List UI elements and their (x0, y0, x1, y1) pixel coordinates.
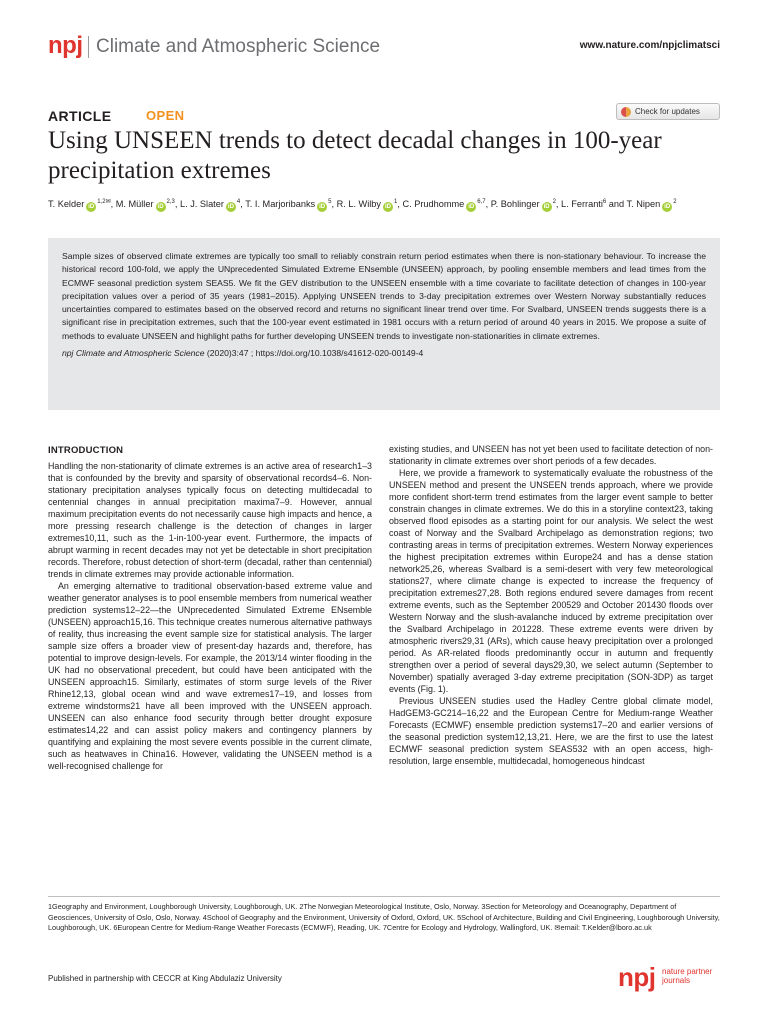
author-list (48, 197, 720, 212)
footer-partner-text (662, 967, 722, 985)
published-partnership-note: Published in partnership with CECCR at King Abdulaziz University (48, 974, 282, 983)
open-access-label: OPEN (146, 108, 185, 123)
abstract-text: Sample sizes of observed climate extremes are typically too small to reliably constrain return period estimates when there is non-stationary behaviour. To increase the historical record 100-fold, we apply the UNprecedented Simulated Extreme ENsemble (UNSEEN) approach, by pooling ensemble members and lead times from the ECMWF seasonal prediction system SEAS5. We fit the GEV distribution to the UNSEEN ensemble with a time covariate to facilitate detection of changes in 100-year precipitation values over a period of 35 years (1981–2015). Applying UNSEEN trends to 3-day precipitation extremes over Western Norway substantially reduces uncertainties compared to estimates based on the observed record and returns no significant linear trend over time. For Svalbard, UNSEEN trends suggests there is a significant rise in precipitation extremes, such that the 100-year event estimated in 1981 occurs with a return period of around 40 years in 2015. We propose a suite of methods to evaluate UNSEEN and highlight paths for further developing UNSEEN trends to investigate non-stationarities in climate extremes. (62, 251, 706, 341)
affiliation-ref: 2,3 (166, 198, 175, 205)
citation-journal: npj Climate and Atmospheric Science (62, 348, 205, 359)
affiliation-ref: 6,7 (477, 198, 486, 205)
affiliation-ref: 5 (328, 198, 332, 205)
body-column-right (389, 443, 713, 767)
orcid-icon[interactable]: iD (385, 204, 392, 210)
check-for-updates-label: Check for updates (635, 107, 700, 116)
body-paragraph: An emerging alternative to traditional observation-based extreme value and weather generator analyses is to pool ensemble members from numerical weather prediction systems12–22—the UNprecedented Simulated Extreme ENsemble (UNSEEN) approach15,16. This technique creates numerous alternative pathways of reality, thus increasing the event sample size for statistical analysis. The larger sample size offers a broader view of present-day hazards and, therefore, has potential to improve design-levels. For example, the 2013/14 winter flooding in the UK had no observational precedent, but could have been anticipated with the UNSEEN approach15. Similarly, estimates of storm surge levels of the River Rhine12,13, global ocean wind and wave extremes17–19, and losses from extreme windstorms21 have all been improved with the UNSEEN approach. UNSEEN can also enhance food security through better drought exposure estimates14,22 and can assist policy makers and contingency planners by quantifying and explaining the most severe events possible in the current climate, such as heatwaves in China16. However, validating the UNSEEN method is a well-recognised challenge for (48, 581, 372, 771)
footer-npj-logo: npj (618, 962, 656, 992)
citation-line (62, 347, 706, 360)
footer-partner-line: nature partner (662, 967, 713, 976)
footer-partner-line: journals (662, 976, 691, 985)
orcid-icon[interactable]: iD (157, 204, 164, 210)
section-heading-introduction: INTRODUCTION (48, 445, 124, 456)
author-name[interactable]: , R. L. Wilby (331, 199, 382, 209)
footnote-divider (48, 896, 720, 897)
author-name[interactable]: , P. Bohlinger (485, 199, 540, 209)
header-divider (88, 36, 89, 58)
orcid-icon[interactable]: iD (468, 204, 475, 210)
orcid-icon[interactable]: iD (664, 204, 671, 210)
journal-url-link[interactable]: www.nature.com/npjclimatsci (579, 40, 720, 51)
author-name[interactable]: T. Kelder (48, 199, 85, 209)
orcid-icon[interactable]: iD (88, 204, 95, 210)
affiliation-ref: 2 (673, 198, 677, 205)
affiliation-ref: 1 (394, 198, 398, 205)
author-name[interactable]: , L. Ferranti (555, 199, 603, 209)
affiliation-ref: 4 (236, 198, 241, 205)
author-name[interactable]: and T. Nipen (606, 199, 661, 209)
orcid-icon[interactable]: iD (543, 204, 550, 210)
citation-doi-link[interactable]: (2020)3:47 ; https://doi.org/10.1038/s41612-020-00149-4 (204, 348, 424, 359)
check-for-updates-button[interactable] (616, 103, 720, 120)
body-paragraph: existing studies, and UNSEEN has not yet been used to facilitate detection of non-stationarity in climate extremes over short periods of a few decades. (389, 444, 713, 466)
npj-logo[interactable]: npj (48, 32, 83, 59)
journal-header (48, 32, 720, 62)
author-name[interactable]: , C. Prudhomme (397, 199, 465, 209)
journal-name[interactable]: Climate and Atmospheric Science (96, 36, 381, 57)
body-paragraph: Here, we provide a framework to systematically evaluate the robustness of the UNSEEN method and present the UNSEEN trends approach, where we provide more confident short-term trend estimates from the larger event sample to better constrain changes in climate extremes. We do this in a storyline context23, taking observed flood episodes as a starting point for our analysis. We select the west coast of Norway and the Svalbard Archipelago as demonstration regions; two contrasting areas in terms of precipitation extremes. Western Norway experiences the highest precipitation extremes within Europe24 and has a dense station network25,26, whereas Svalbard is a semi-desert with very few meteorological stations27, where climate change is expected to increase the frequency of precipitation extremes27,28. Both regions endured severe damages from recent extreme events, such as the September 200529 and October 201430 floods over Western Norway and the slush-avalanche induced by extreme precipitation over the Svalbard Archipelago in 201228. These extreme events were driven by atmospheric rivers29,31 (ARs), which cause heavy precipitation over a prolonged period. As AR-related floods predominantly occur in autumn and frequently strengthen over a period of several days29,30, we select autumn (September to November) spatially averaged 3-day extreme precipitation (SON-3DP) as target events (Fig. 1). (389, 468, 713, 694)
abstract-box (48, 238, 720, 410)
author-name[interactable]: , T. I. Marjoribanks (240, 199, 316, 209)
author-name[interactable]: , L. J. Slater (174, 199, 224, 209)
orcid-icon[interactable]: iD (227, 204, 234, 210)
body-column-left (48, 443, 372, 772)
body-paragraph: Previous UNSEEN studies used the Hadley Centre global climate model, HadGEM3-GC214–16,22 and the European Centre for Medium-range Weather Forecasts (ECMWF) ensemble prediction systems17–20 and earlier versions of the seasonal prediction system12,13,21. Here, we are the first to use the latest ECMWF seasonal prediction system SEAS532 with an open access, high-resolution, large ensemble, multidecadal, homogeneous hindcast (389, 696, 713, 766)
affiliations-footnote: 1Geography and Environment, Loughborough University, Loughborough, UK. 2The Norwegian Meteorological Institute, Oslo, Norway. 3Section for Meteorology and Oceanography, Department of Geosciences, University of Oslo, Oslo, Norway. 4School of Geography and the Environment, University of Oxford, Oxford, UK. 5School of Architecture, Building and Civil Engineering, Loughborough University, Loughborough, UK. 6European Centre for Medium-Range Weather Forecasts (ECMWF), Reading, UK. 7Centre for Ecology and Hydrology, Wallingford, UK. ✉email: T.Kelder@lboro.ac.uk (48, 902, 720, 932)
email-icon[interactable]: ✉ (105, 198, 111, 205)
body-paragraph: Handling the non-stationarity of climate extremes is an active area of research1–3 that is confounded by the brevity and sparsity of observational records4–6. Non-stationary precipitation analyses typically focus on detecting multidecadal to centennial changes in annual precipitation maxima7–9. However, annual maximum precipitation events do not necessarily cause high impacts and hence, a more pressing research challenge is the detection of changes in larger extremes10,11, such as the 1-in-100-year event. Furthermore, the impacts of abrupt warming in recent decades may not yet be detectable in short precipitation records. Therefore, robust detection of short-term (decadal, rather than centennial) trends in climate extremes may provide actionable information. (48, 461, 372, 579)
article-type-label: ARTICLE (48, 108, 112, 124)
crossmark-icon (621, 107, 631, 117)
affiliation-ref: 2 (552, 198, 556, 205)
author-name[interactable]: , M. Müller (110, 199, 154, 209)
article-title: Using UNSEEN trends to detect decadal changes in 100-year precipitation extremes (48, 127, 662, 184)
affiliation-ref: 6 (602, 198, 607, 205)
orcid-icon[interactable]: iD (319, 204, 326, 210)
affiliation-ref: 1,2 (97, 198, 106, 205)
